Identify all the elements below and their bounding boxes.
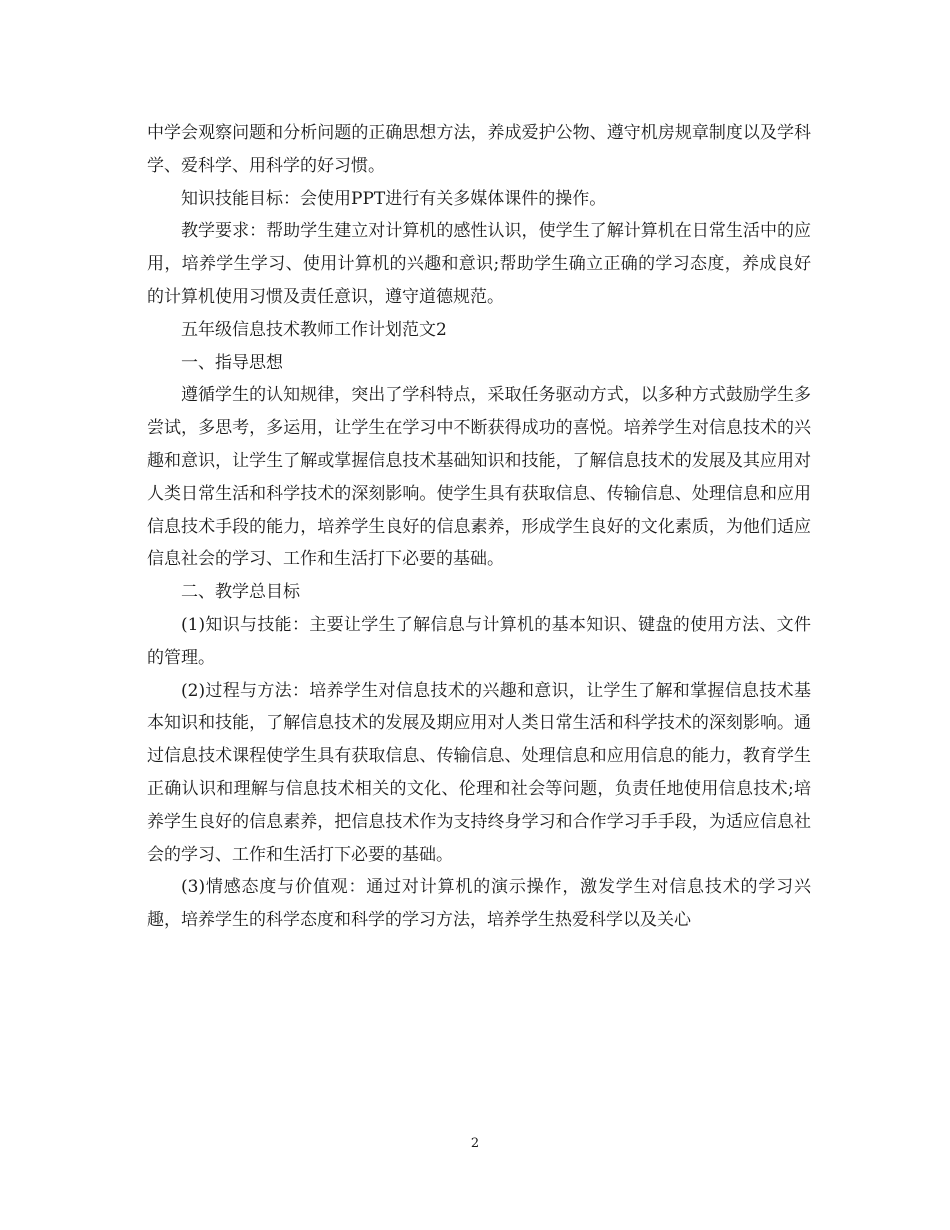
document-body [147, 117, 811, 937]
paragraph-goal-process-methods: (2)过程与方法：培养学生对信息技术的兴趣和意识，让学生了解和掌握信息技术基本知识和技能，了解信息技术的发展及期应用对人类日常生活和科学技术的深刻影响。通过信息技术课程使学生具有获取信息、传输信息、处理信息和应用信息的能力，教育学生正确认识和理解与信息技术相关的文化、伦理和社会等问题，负责任地使用信息技术;培养学生良好的信息素养，把信息技术作为支持终身学习和合作学习手手段，为适应信息社会的学习、工作和生活打下必要的基础。 [147, 680, 811, 865]
paragraph-goal-attitude-values: (3)情感态度与价值观：通过对计算机的演示操作，激发学生对信息技术的学习兴趣，培养学生的科学态度和科学的学习方法，培养学生热爱科学以及关心 [147, 877, 811, 931]
section-heading-teaching-goals: 二、教学总目标 [181, 582, 300, 603]
paragraph-guiding-ideology: 遵循学生的认知规律，突出了学科特点，采取任务驱动方式，以多种方式鼓励学生多尝试，多思考，多运用，让学生在学习中不断获得成功的喜悦。培养学生对信息技术的兴趣和意识，让学生了解或掌握信息技术基础知识和技能，了解信息技术的发展及其应用对人类日常生活和科学技术的深刻影响。使学生具有获取信息、传输信息、处理信息和应用信息技术手段的能力，培养学生良好的信息素养，形成学生良好的文化素质，为他们适应信息社会的学习、工作和生活打下必要的基础。 [147, 385, 811, 570]
page-number: 2 [470, 1136, 480, 1151]
paragraph-teaching-requirements: 教学要求：帮助学生建立对计算机的感性认识，使学生了解计算机在日常生活中的应用，培养学生学习、使用计算机的兴趣和意识;帮助学生确立正确的学习态度，养成良好的计算机使用习惯及责任意识，遵守道德规范。 [147, 221, 811, 307]
paragraph-goal-knowledge-skills: (1)知识与技能：主要让学生了解信息与计算机的基本知识、键盘的使用方法、文件的管理。 [147, 614, 811, 668]
section-heading-guiding-ideology: 一、指导思想 [181, 352, 283, 373]
paragraph-knowledge-skill-goal: 知识技能目标：会使用PPT进行有关多媒体课件的操作。 [181, 188, 607, 209]
paragraph-continuation: 中学会观察问题和分析问题的正确思想方法，养成爱护公物、遵守机房规章制度以及学科学、爱科学、用科学的好习惯。 [147, 123, 811, 176]
section-heading-plan-title: 五年级信息技术教师工作计划范文2 [181, 319, 447, 340]
